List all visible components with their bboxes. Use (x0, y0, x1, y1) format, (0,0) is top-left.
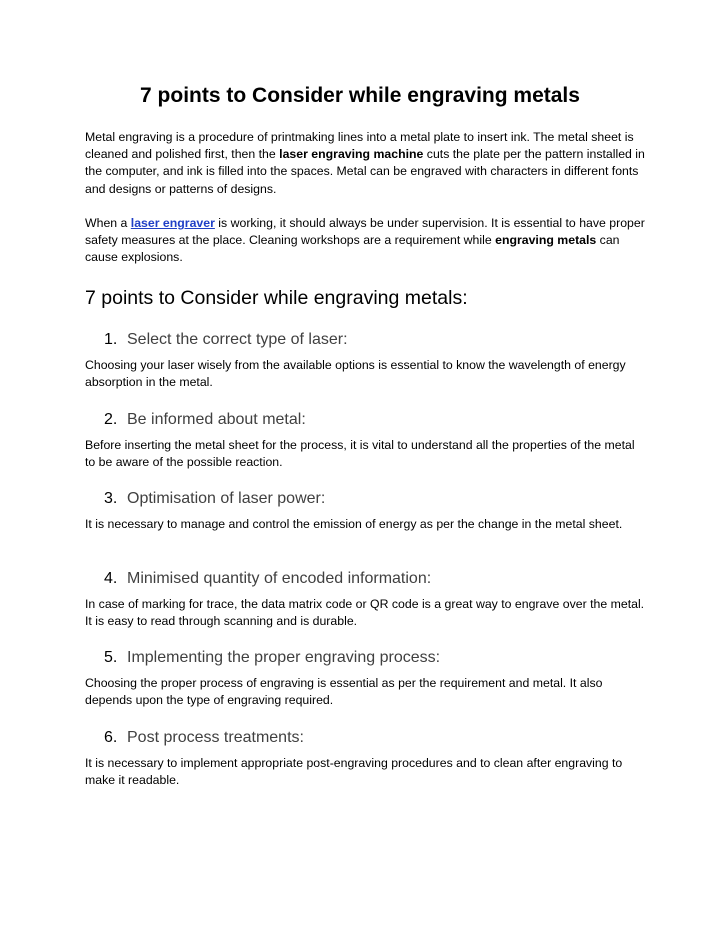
list-item-body: It is necessary to manage and control the emission of energy as per the change in the metal sheet. (85, 517, 623, 531)
item-title: Select the correct type of laser: (127, 331, 348, 348)
list-item-body: It is necessary to implement appropriate post-engraving procedures and to clean after engraving to make it readable. (85, 756, 623, 788)
intro-paragraph-2 (85, 215, 645, 267)
list-item-body: In case of marking for trace, the data matrix code or QR code is a great way to engrave over the metal. It is easy to read through scanning and is durable. (85, 597, 645, 629)
intro-text: When a (85, 216, 131, 230)
list-item-heading (104, 649, 440, 667)
item-title: Optimisation of laser power: (127, 490, 326, 507)
list-item-heading (104, 729, 304, 747)
list-item-body: Choosing the proper process of engraving is essential as per the requirement and metal. It also depends upon the type of engraving required. (85, 676, 603, 708)
item-number: 5. (104, 649, 118, 666)
intro-text: cuts the plate per the pattern installed in the computer, and ink is filled into the spaces. Metal can be engraved with characters in different fonts and designs or patterns of designs. (85, 147, 645, 196)
intro-paragraph-1 (85, 129, 645, 198)
item-number: 2. (104, 411, 118, 428)
intro-text: is working, it should always be under supervision. It is essential to have proper safety measures at the place. Cleaning workshops are a requirement while (85, 216, 645, 248)
bold-phrase: engraving metals (495, 233, 597, 248)
list-item-heading (104, 570, 431, 588)
item-number: 3. (104, 490, 118, 507)
list-item-body: Choosing your laser wisely from the available options is essential to know the wavelength of energy absorption in the metal. (85, 358, 626, 390)
item-number: 6. (104, 729, 118, 746)
list-item-heading (104, 490, 325, 508)
item-number: 1. (104, 331, 118, 348)
intro-text: can cause explosions. (85, 233, 620, 265)
item-title: Implementing the proper engraving process: (127, 649, 441, 666)
item-title: Minimised quantity of encoded information: (127, 570, 432, 587)
page-title: 7 points to Consider while engraving metals (140, 84, 580, 107)
list-item-heading (104, 411, 306, 429)
bold-phrase: laser engraving machine (279, 147, 424, 162)
intro-text: Metal engraving is a procedure of printmaking lines into a metal plate to insert ink. The metal sheet is cleaned and polished first, then the (85, 130, 634, 162)
item-number: 4. (104, 570, 118, 587)
section-heading: 7 points to Consider while engraving metals: (85, 287, 468, 309)
item-title: Post process treatments: (127, 729, 304, 746)
list-item-heading (104, 331, 348, 349)
list-item-body: Before inserting the metal sheet for the process, it is vital to understand all the properties of the metal to be aware of the possible reaction. (85, 438, 635, 470)
item-title: Be informed about metal: (127, 411, 306, 428)
laser-engraver-link[interactable]: laser engraver (130, 216, 215, 230)
